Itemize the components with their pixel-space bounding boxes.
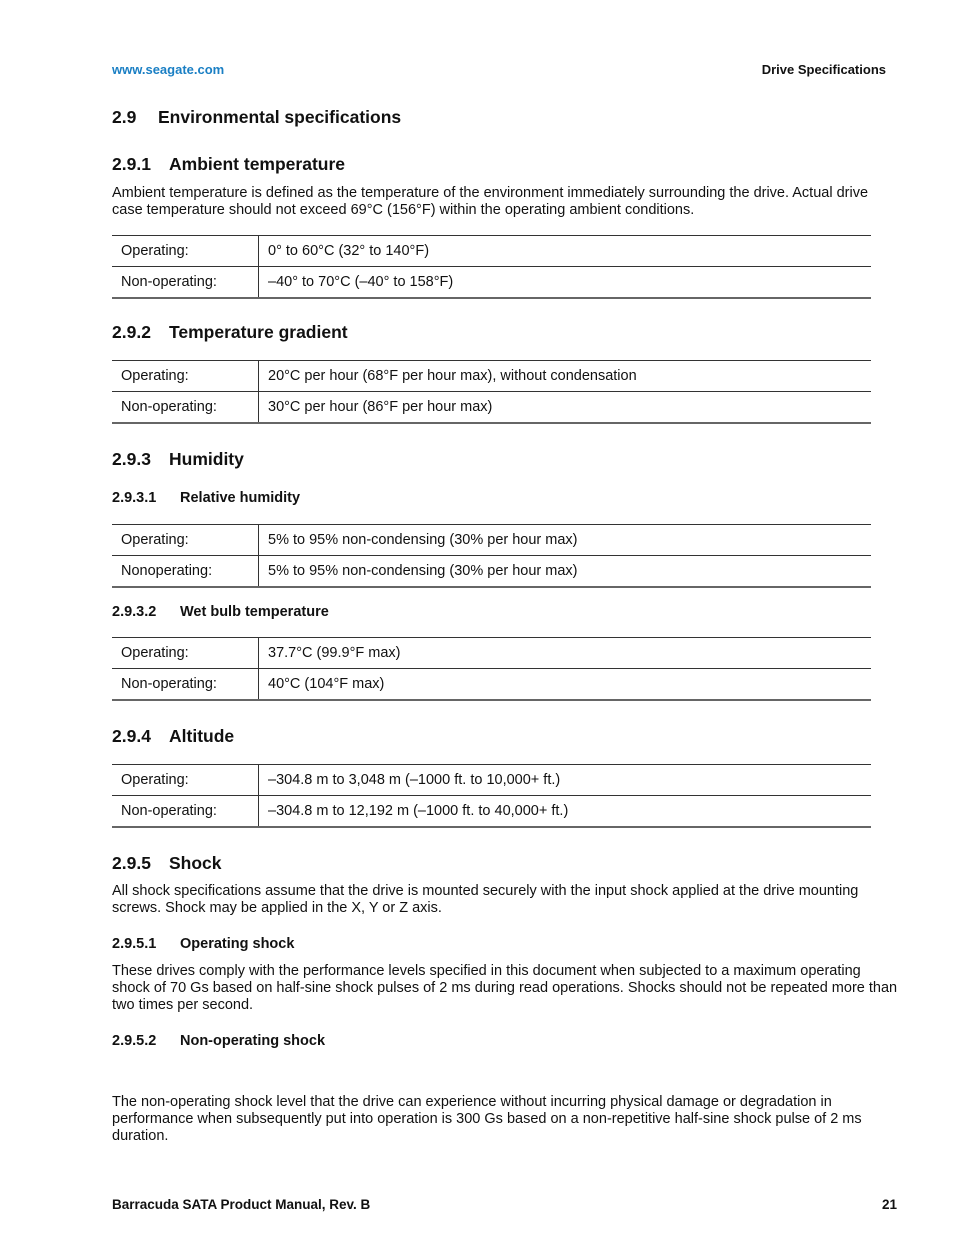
section-title: Relative humidity bbox=[180, 490, 301, 506]
section-heading-2-9-3 bbox=[112, 449, 244, 470]
section-number: 2.9.2 bbox=[112, 322, 151, 342]
table-row bbox=[112, 361, 871, 392]
shock-paragraph: All shock specifications assume that the drive is mounted securely with the input shock applied at the drive mounting screws. Shock may be applied in the X, Y or Z axis. bbox=[112, 883, 859, 916]
section-number: 2.9.3.2 bbox=[112, 604, 157, 620]
row-value: 37.7°C (99.9°F max) bbox=[259, 638, 872, 669]
section-number: 2.9.3 bbox=[112, 449, 151, 469]
section-number: 2.9 bbox=[112, 107, 137, 127]
header-site-link[interactable]: www.seagate.com bbox=[112, 62, 225, 77]
row-value: 20°C per hour (68°F per hour max), without condensation bbox=[259, 361, 872, 392]
header-section-title: Drive Specifications bbox=[761, 62, 886, 77]
row-value: –304.8 m to 3,048 m (–1000 ft. to 10,000+ ft.) bbox=[259, 765, 872, 796]
section-heading-2-9-3-1 bbox=[112, 490, 300, 506]
temperature-gradient-table bbox=[112, 360, 871, 424]
section-heading-2-9-4 bbox=[112, 726, 234, 747]
row-label: Operating: bbox=[112, 765, 259, 796]
row-label: Nonoperating: bbox=[112, 556, 259, 588]
section-number: 2.9.5.2 bbox=[112, 1033, 157, 1049]
section-title: Wet bulb temperature bbox=[180, 604, 329, 620]
table-row bbox=[112, 556, 871, 588]
section-heading-2-9-5-1 bbox=[112, 936, 294, 952]
section-title: Ambient temperature bbox=[169, 154, 346, 174]
section-number: 2.9.1 bbox=[112, 154, 151, 174]
table-row bbox=[112, 669, 871, 701]
row-label: Non-operating: bbox=[112, 796, 259, 828]
section-title: Operating shock bbox=[180, 936, 295, 952]
altitude-table bbox=[112, 764, 871, 828]
section-number: 2.9.3.1 bbox=[112, 490, 157, 506]
table-row bbox=[112, 267, 871, 299]
row-label: Operating: bbox=[112, 525, 259, 556]
section-number: 2.9.5.1 bbox=[112, 936, 157, 952]
section-number: 2.9.4 bbox=[112, 726, 151, 746]
relative-humidity-table bbox=[112, 524, 871, 588]
table-row bbox=[112, 392, 871, 424]
section-heading-2-9-3-2 bbox=[112, 604, 329, 620]
row-value: 40°C (104°F max) bbox=[259, 669, 872, 701]
row-label: Non-operating: bbox=[112, 392, 259, 424]
section-heading-2-9-1 bbox=[112, 154, 345, 175]
ambient-temperature-table bbox=[112, 235, 871, 299]
section-title: Non-operating shock bbox=[180, 1033, 326, 1049]
footer-manual-title: Barracuda SATA Product Manual, Rev. B bbox=[112, 1197, 371, 1212]
section-title: Shock bbox=[169, 853, 222, 873]
section-title: Altitude bbox=[169, 726, 235, 746]
section-title: Environmental specifications bbox=[158, 107, 402, 127]
row-label: Operating: bbox=[112, 638, 259, 669]
row-value: –304.8 m to 12,192 m (–1000 ft. to 40,000+ ft.) bbox=[259, 796, 872, 828]
table-row bbox=[112, 796, 871, 828]
section-heading-2-9-5-2 bbox=[112, 1033, 325, 1049]
section-title: Humidity bbox=[169, 449, 244, 469]
row-value: 0° to 60°C (32° to 140°F) bbox=[259, 236, 872, 267]
section-title: Temperature gradient bbox=[169, 322, 348, 342]
non-operating-shock-paragraph: The non-operating shock level that the drive can experience without incurring physical damage or degradation in performance when subsequently put into operation is 300 Gs based on a non-repetitive half-sine shock pulse of 2 ms duration. bbox=[112, 1094, 862, 1144]
row-value: –40° to 70°C (–40° to 158°F) bbox=[259, 267, 872, 299]
table-row bbox=[112, 765, 871, 796]
operating-shock-paragraph: These drives comply with the performance levels specified in this document when subjected to a maximum operating shock of 70 Gs based on half-sine shock pulses of 2 ms during read operations. Shocks should not be repeated more than two times per second. bbox=[112, 963, 898, 1013]
row-label: Non-operating: bbox=[112, 669, 259, 701]
row-value: 5% to 95% non-condensing (30% per hour max) bbox=[259, 556, 872, 588]
table-row bbox=[112, 236, 871, 267]
row-label: Operating: bbox=[112, 236, 259, 267]
table-row bbox=[112, 638, 871, 669]
ambient-temperature-paragraph: Ambient temperature is defined as the temperature of the environment immediately surrounding the drive. Actual drive case temperature should not exceed 69°C (156°F) within the operating ambient conditions. bbox=[112, 185, 869, 218]
row-value: 5% to 95% non-condensing (30% per hour max) bbox=[259, 525, 872, 556]
footer-page-number: 21 bbox=[881, 1197, 897, 1212]
row-value: 30°C per hour (86°F per hour max) bbox=[259, 392, 872, 424]
table-row bbox=[112, 525, 871, 556]
row-label: Operating: bbox=[112, 361, 259, 392]
section-heading-2-9-5 bbox=[112, 853, 222, 874]
row-label: Non-operating: bbox=[112, 267, 259, 299]
wet-bulb-temperature-table bbox=[112, 637, 871, 701]
section-number: 2.9.5 bbox=[112, 853, 151, 873]
section-heading-2-9 bbox=[112, 107, 401, 128]
section-heading-2-9-2 bbox=[112, 322, 348, 343]
